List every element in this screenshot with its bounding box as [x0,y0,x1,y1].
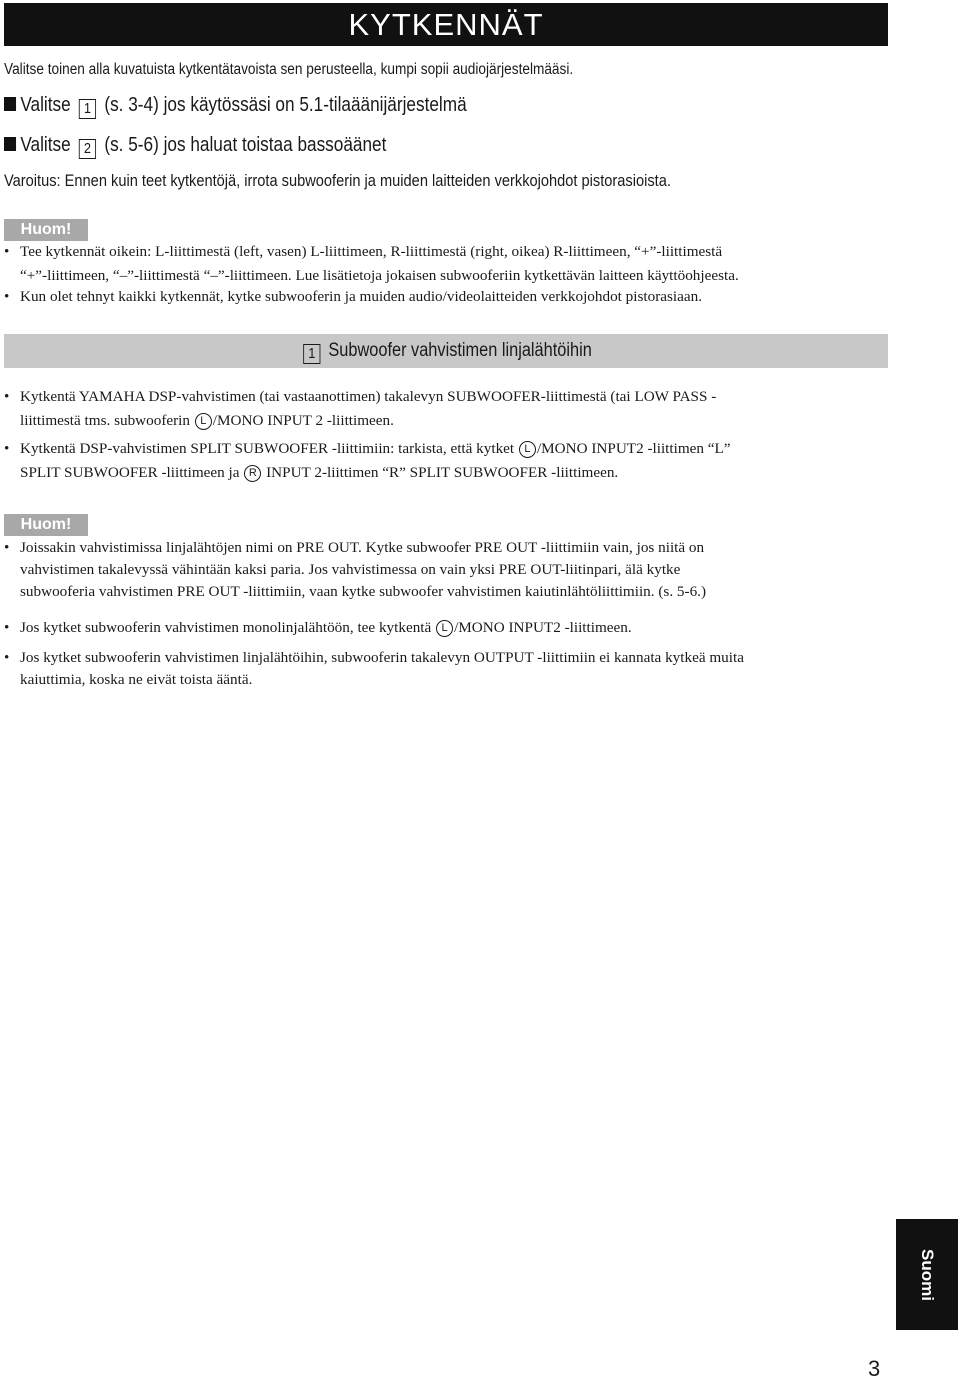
warning-text: Varoitus: Ennen kuin teet kytkentöjä, irrota subwooferin ja muiden laitteiden verkkojohdot pistorasioista. [4,171,671,190]
boxed-number-1: 1 [79,99,96,119]
square-bullet-icon [4,97,16,111]
option-2-pre: Valitse [20,134,71,156]
bullet-icon: • [4,288,10,305]
bullet-icon: • [4,243,10,260]
main-item-2 [4,437,731,485]
text-run: liittimestä tms. subwooferin [20,412,194,429]
circled-r-icon: R [244,465,261,482]
note1-item-2-text: Kun olet tehnyt kaikki kytkennät, kytke subwooferin ja muiden audio/videolaitteiden verkkojohdot pistorasiaan. [20,288,703,305]
bullet-icon: • [4,440,10,457]
bullet-icon: • [4,649,10,666]
note1-item-2 [4,285,702,309]
note2-item-2 [4,616,632,640]
note-label: Huom! [4,514,88,536]
boxed-number-1: 1 [303,344,320,364]
bullet-icon: • [4,619,10,636]
main-item-1-line-1: Kytkentä YAMAHA DSP-vahvistimen (tai vastaanottimen) takalevyn SUBWOOFER-liittimestä (tai LOW PASS - [20,388,717,405]
circled-l-icon: L [195,413,212,430]
option-1 [4,94,467,119]
text-run: Kytkentä DSP-vahvistimen SPLIT SUBWOOFER -liittimiin: tarkista, että kytket [20,440,518,457]
note2-item-3 [4,647,744,691]
page-number: 3 [868,1356,881,1381]
note1-item-1-line-1: Tee kytkennät oikein: L-liittimestä (left, vasen) L-liittimeen, R-liittimestä (right, oikea) R-liittimeen, “+”-liittimestä [20,243,723,260]
text-run: INPUT 2-liittimen “R” SPLIT SUBWOOFER -liittimeen. [262,464,619,481]
note2-item-1-line-1: Joissakin vahvistimissa linjalähtöjen nimi on PRE OUT. Kytke subwoofer PRE OUT -liittimiin vain, jos niitä on [20,539,705,556]
language-tab-label: Suomi [917,1248,937,1301]
text-run: /MONO INPUT2 -liittimen “L” [536,440,731,457]
note2-item-3-line-1: Jos kytket subwooferin vahvistimen linjalähtöihin, subwooferin takalevyn OUTPUT -liittimiin ei kannata kytkeä muita [20,649,744,666]
option-1-text: (s. 3-4) jos käytössäsi on 5.1-tilaäänijärjestelmä [104,94,467,116]
main-item-2-line-1 [4,437,731,461]
page-title: KYTKENNÄT [4,3,888,46]
option-2 [4,134,386,159]
note2-item-1-line-3: subwooferia vahvistimen PRE OUT -liittimiin, vaan kytke subwoofer vahvistimen kaiutinlähtöliittimiin. (s. 5-6.) [20,583,707,600]
text-run: Jos kytket subwooferin vahvistimen monolinjalähtöön, tee kytkentä [20,619,436,636]
bullet-icon: • [4,388,10,405]
note2-item-2-text [4,616,632,640]
text-run: SPLIT SUBWOOFER -liittimeen ja [20,464,244,481]
note2-item-1 [4,537,706,603]
note1-item-1 [4,240,739,288]
note-label: Huom! [4,219,88,241]
square-bullet-icon [4,137,16,151]
circled-l-icon: L [519,441,536,458]
option-1-pre: Valitse [20,94,71,116]
main-item-2-line-2 [4,461,731,485]
main-item-1-line-2 [4,409,716,433]
section-header [4,334,888,368]
section-title: Subwoofer vahvistimen linjalähtöihin [328,340,593,361]
boxed-number-2: 2 [79,139,96,159]
circled-l-icon: L [436,620,453,637]
bullet-icon: • [4,539,10,556]
note2-item-3-line-2: kaiuttimia, koska ne eivät toista ääntä. [20,671,253,688]
main-item-1 [4,385,716,433]
note1-item-1-line-2: “+”-liittimeen, “–”-liittimestä “–”-liittimeen. Lue lisätietoja jokaisen subwooferiin kytkettävän laitteen käyttöohjeesta. [20,267,739,284]
text-run: /MONO INPUT2 -liittimeen. [454,619,632,636]
text-run: /MONO INPUT 2 -liittimeen. [212,412,394,429]
language-tab [896,1219,958,1330]
option-2-text: (s. 5-6) jos haluat toistaa bassoäänet [104,134,387,156]
intro-text: Valitse toinen alla kuvatuista kytkentätavoista sen perusteella, kumpi sopii audiojärjestelmääsi. [4,61,574,78]
note2-item-1-line-2: vahvistimen takalevyssä vähintään kaksi paria. Jos vahvistimessa on vain yksi PRE OUT-liitinpari, älä kytke [20,561,681,578]
